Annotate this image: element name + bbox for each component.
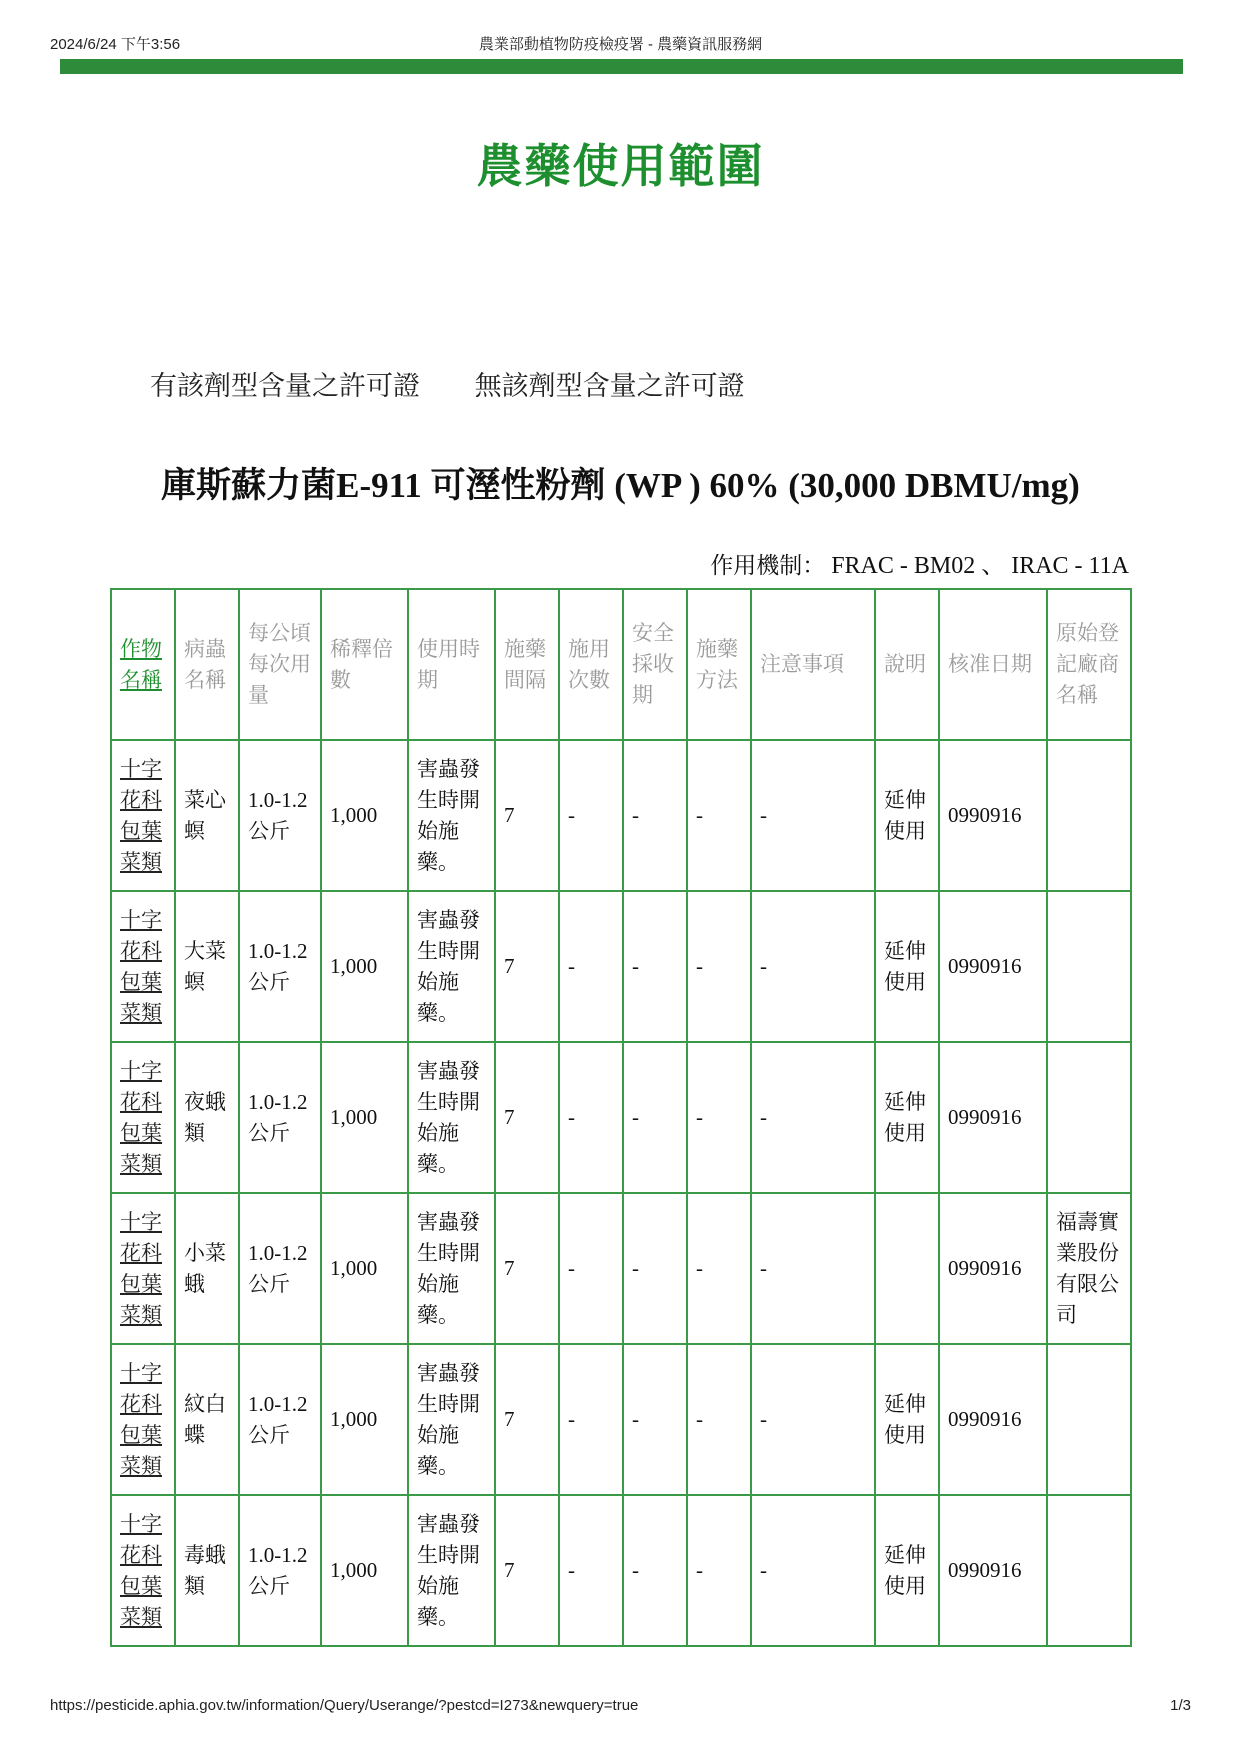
interval-cell: 7 bbox=[495, 1042, 559, 1193]
header-crop[interactable]: 作物名稱 bbox=[111, 589, 175, 740]
mechanism-label: 作用機制： bbox=[710, 553, 826, 579]
header-bar bbox=[60, 59, 1183, 74]
crop-link[interactable]: 十字花科包葉菜類 bbox=[111, 1193, 175, 1344]
interval-cell: 7 bbox=[495, 891, 559, 1042]
phi-cell: - bbox=[623, 740, 687, 891]
notes-cell: - bbox=[751, 1344, 875, 1495]
dose-cell: 1.0-1.2公斤 bbox=[239, 1193, 321, 1344]
dilution-cell: 1,000 bbox=[321, 740, 408, 891]
table-header-row bbox=[111, 589, 1131, 740]
registrant-cell bbox=[1047, 740, 1131, 891]
times-cell: - bbox=[559, 1042, 623, 1193]
times-cell: - bbox=[559, 1193, 623, 1344]
times-cell: - bbox=[559, 740, 623, 891]
product-title: 庫斯蘇力菌E-911 可溼性粉劑 (WP ) 60% (30,000 DBMU/mg) bbox=[161, 466, 1080, 505]
print-header bbox=[50, 33, 1191, 53]
approval-cell: 0990916 bbox=[939, 1344, 1047, 1495]
approval-cell: 0990916 bbox=[939, 740, 1047, 891]
interval-cell: 7 bbox=[495, 740, 559, 891]
table-row bbox=[111, 1042, 1131, 1193]
crop-link[interactable]: 十字花科包葉菜類 bbox=[111, 1344, 175, 1495]
pest-cell: 夜蛾類 bbox=[175, 1042, 239, 1193]
without-license-link[interactable]: 無該劑型含量之許可證 bbox=[474, 371, 745, 402]
header-notes: 注意事項 bbox=[751, 589, 875, 740]
header-dilution: 稀釋倍數 bbox=[321, 589, 408, 740]
timing-cell: 害蟲發生時開始施藥。 bbox=[408, 1495, 495, 1646]
pest-cell: 菜心螟 bbox=[175, 740, 239, 891]
timing-cell: 害蟲發生時開始施藥。 bbox=[408, 1344, 495, 1495]
registrant-cell bbox=[1047, 891, 1131, 1042]
registrant-cell bbox=[1047, 1042, 1131, 1193]
with-license-link[interactable]: 有該劑型含量之許可證 bbox=[150, 371, 420, 402]
notes-cell: - bbox=[751, 1193, 875, 1344]
desc-cell bbox=[875, 1193, 939, 1344]
pest-cell: 紋白蝶 bbox=[175, 1344, 239, 1495]
table-row bbox=[111, 1495, 1131, 1646]
page-url: https://pesticide.aphia.gov.tw/information/Query/Userange/?pestcd=I273&newquery=true bbox=[50, 1697, 639, 1714]
registrant-cell bbox=[1047, 1495, 1131, 1646]
timing-cell: 害蟲發生時開始施藥。 bbox=[408, 891, 495, 1042]
header-pest: 病蟲名稱 bbox=[175, 589, 239, 740]
times-cell: - bbox=[559, 1344, 623, 1495]
print-footer bbox=[50, 1697, 1191, 1717]
dilution-cell: 1,000 bbox=[321, 1193, 408, 1344]
dose-cell: 1.0-1.2公斤 bbox=[239, 1042, 321, 1193]
table-row bbox=[111, 740, 1131, 891]
approval-cell: 0990916 bbox=[939, 1042, 1047, 1193]
method-cell: - bbox=[687, 740, 751, 891]
page-title: 農藥使用範圍 bbox=[476, 139, 765, 193]
approval-cell: 0990916 bbox=[939, 1193, 1047, 1344]
method-cell: - bbox=[687, 891, 751, 1042]
times-cell: - bbox=[559, 891, 623, 1042]
print-datetime: 2024/6/24 下午3:56 bbox=[50, 36, 181, 53]
header-dose: 每公頃每次用量 bbox=[239, 589, 321, 740]
phi-cell: - bbox=[623, 891, 687, 1042]
dilution-cell: 1,000 bbox=[321, 891, 408, 1042]
dose-cell: 1.0-1.2公斤 bbox=[239, 891, 321, 1042]
table-row bbox=[111, 1344, 1131, 1495]
interval-cell: 7 bbox=[495, 1495, 559, 1646]
dose-cell: 1.0-1.2公斤 bbox=[239, 1495, 321, 1646]
notes-cell: - bbox=[751, 740, 875, 891]
header-registrant: 原始登記廠商名稱 bbox=[1047, 589, 1131, 740]
desc-cell: 延伸使用 bbox=[875, 891, 939, 1042]
registrant-cell bbox=[1047, 1344, 1131, 1495]
mechanism bbox=[710, 545, 1129, 580]
phi-cell: - bbox=[623, 1495, 687, 1646]
method-cell: - bbox=[687, 1193, 751, 1344]
pest-cell: 小菜蛾 bbox=[175, 1193, 239, 1344]
header-method: 施藥方法 bbox=[687, 589, 751, 740]
crop-link[interactable]: 十字花科包葉菜類 bbox=[111, 1042, 175, 1193]
method-cell: - bbox=[687, 1344, 751, 1495]
phi-cell: - bbox=[623, 1193, 687, 1344]
mechanism-value: FRAC - BM02 、 IRAC - 11A bbox=[831, 553, 1129, 579]
dilution-cell: 1,000 bbox=[321, 1495, 408, 1646]
license-links bbox=[150, 364, 791, 403]
pest-cell: 大菜螟 bbox=[175, 891, 239, 1042]
crop-link[interactable]: 十字花科包葉菜類 bbox=[111, 740, 175, 891]
usage-table bbox=[110, 588, 1132, 1647]
method-cell: - bbox=[687, 1495, 751, 1646]
table-row bbox=[111, 891, 1131, 1042]
header-phi: 安全採收期 bbox=[623, 589, 687, 740]
dilution-cell: 1,000 bbox=[321, 1344, 408, 1495]
times-cell: - bbox=[559, 1495, 623, 1646]
phi-cell: - bbox=[623, 1344, 687, 1495]
crop-link[interactable]: 十字花科包葉菜類 bbox=[111, 1495, 175, 1646]
dilution-cell: 1,000 bbox=[321, 1042, 408, 1193]
notes-cell: - bbox=[751, 1495, 875, 1646]
timing-cell: 害蟲發生時開始施藥。 bbox=[408, 1193, 495, 1344]
registrant-cell: 福壽實業股份有限公司 bbox=[1047, 1193, 1131, 1344]
approval-cell: 0990916 bbox=[939, 891, 1047, 1042]
header-times: 施用次數 bbox=[559, 589, 623, 740]
phi-cell: - bbox=[623, 1042, 687, 1193]
notes-cell: - bbox=[751, 1042, 875, 1193]
dose-cell: 1.0-1.2公斤 bbox=[239, 740, 321, 891]
desc-cell: 延伸使用 bbox=[875, 740, 939, 891]
dose-cell: 1.0-1.2公斤 bbox=[239, 1344, 321, 1495]
header-timing: 使用時期 bbox=[408, 589, 495, 740]
header-interval: 施藥間隔 bbox=[495, 589, 559, 740]
header-approval: 核准日期 bbox=[939, 589, 1047, 740]
pest-cell: 毒蛾類 bbox=[175, 1495, 239, 1646]
interval-cell: 7 bbox=[495, 1344, 559, 1495]
approval-cell: 0990916 bbox=[939, 1495, 1047, 1646]
table-row bbox=[111, 1193, 1131, 1344]
desc-cell: 延伸使用 bbox=[875, 1344, 939, 1495]
timing-cell: 害蟲發生時開始施藥。 bbox=[408, 740, 495, 891]
method-cell: - bbox=[687, 1042, 751, 1193]
page-number: 1/3 bbox=[1170, 1697, 1191, 1714]
print-page-title: 農業部動植物防疫檢疫署 - 農藥資訊服務網 bbox=[478, 36, 763, 53]
interval-cell: 7 bbox=[495, 1193, 559, 1344]
notes-cell: - bbox=[751, 891, 875, 1042]
header-desc: 說明 bbox=[875, 589, 939, 740]
desc-cell: 延伸使用 bbox=[875, 1042, 939, 1193]
crop-link[interactable]: 十字花科包葉菜類 bbox=[111, 891, 175, 1042]
desc-cell: 延伸使用 bbox=[875, 1495, 939, 1646]
timing-cell: 害蟲發生時開始施藥。 bbox=[408, 1042, 495, 1193]
